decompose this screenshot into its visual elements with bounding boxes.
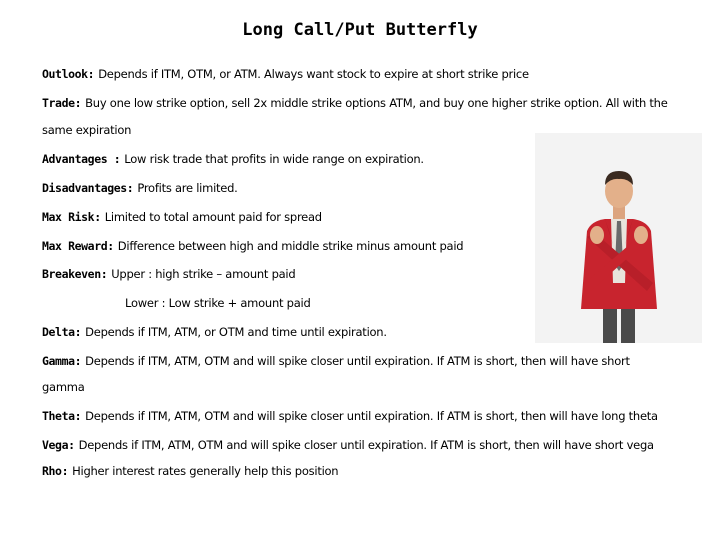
advantages-text: Low risk trade that profits in wide range on expiration. <box>124 152 424 166</box>
theta-line <box>42 409 658 423</box>
delta-line <box>42 325 387 339</box>
trade-text-continued: same expiration <box>42 123 132 137</box>
theta-label: Theta: <box>42 409 82 423</box>
max-reward-text: Difference between high and middle strike minus amount paid <box>117 239 464 253</box>
gamma-line <box>42 354 630 368</box>
trade-line <box>42 96 668 110</box>
breakeven-lower-line <box>125 296 311 310</box>
max-risk-label: Max Risk: <box>42 210 101 224</box>
man-crossed-arms-photo <box>535 133 702 343</box>
trade-label: Trade: <box>42 96 82 110</box>
slide-title: Long Call/Put Butterfly <box>242 20 478 40</box>
outlook-label: Outlook: <box>42 67 95 81</box>
max-risk-line <box>42 210 322 224</box>
disadvantages-text: Profits are limited. <box>137 181 238 195</box>
vega-line <box>42 438 654 452</box>
breakeven-lower-text: Lower : Low strike + amount paid <box>125 296 311 310</box>
disadvantages-line <box>42 181 238 195</box>
max-reward-label: Max Reward: <box>42 239 114 253</box>
max-risk-text: Limited to total amount paid for spread <box>104 210 322 224</box>
delta-text: Depends if ITM, ATM, or OTM and time until expiration. <box>85 325 387 339</box>
gamma-text: Depends if ITM, ATM, OTM and will spike closer until expiration. If ATM is short, then will have short <box>85 354 630 368</box>
trade-line-continued <box>42 123 131 137</box>
rho-line <box>42 464 338 478</box>
gamma-line-continued <box>42 380 85 394</box>
advantages-line <box>42 152 424 166</box>
breakeven-line <box>42 267 295 281</box>
rho-text: Higher interest rates generally help this position <box>72 464 339 478</box>
delta-label: Delta: <box>42 325 82 339</box>
breakeven-label: Breakeven: <box>42 267 108 281</box>
disadvantages-label: Disadvantages: <box>42 181 134 195</box>
outlook-text: Depends if ITM, OTM, or ATM. Always want stock to expire at short strike price <box>98 67 529 81</box>
vega-text: Depends if ITM, ATM, OTM and will spike closer until expiration. If ATM is short, then will have short vega <box>78 438 654 452</box>
rho-label: Rho: <box>42 464 69 478</box>
gamma-text-continued: gamma <box>42 380 85 394</box>
outlook-line <box>42 67 529 81</box>
max-reward-line <box>42 239 463 253</box>
vega-label: Vega: <box>42 438 75 452</box>
man-crossed-arms-illustration <box>535 133 702 343</box>
gamma-label: Gamma: <box>42 354 82 368</box>
advantages-label: Advantages : <box>42 152 121 166</box>
theta-text: Depends if ITM, ATM, OTM and will spike closer until expiration. If ATM is short, then will have long theta <box>85 409 658 423</box>
breakeven-upper-text: Upper : high strike – amount paid <box>111 267 296 281</box>
trade-text: Buy one low strike option, sell 2x middle strike options ATM, and buy one higher strike option. All with the <box>85 96 668 110</box>
